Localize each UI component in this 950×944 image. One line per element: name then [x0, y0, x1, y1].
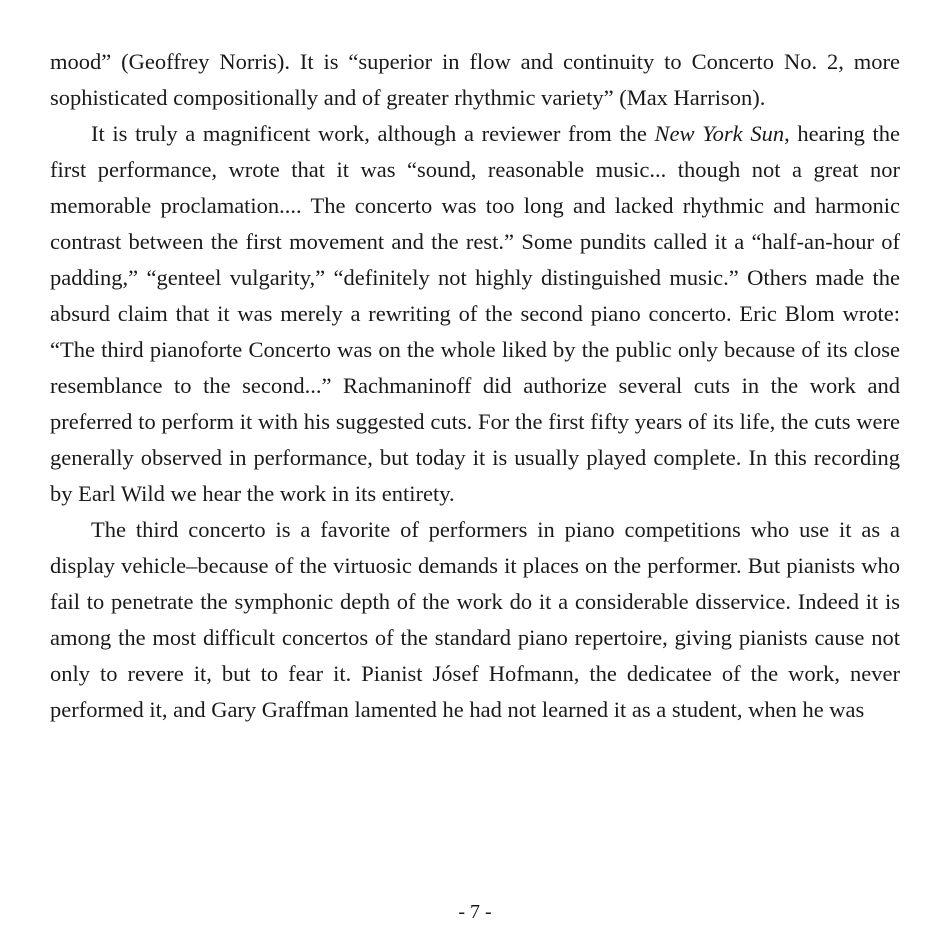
paragraph-text: The third concerto is a favorite of performers in piano competitions who use it as a display vehicle–because of the virtuosic demands it places on the performer. But pianists who fail to penetrate the symphonic depth of the work do it a considerable disservice. Indeed it is among the most difficult concertos of the standard piano repertoire, giving pianists cause not only to revere it, but to fear it. Pianist Jósef Hofmann, the dedicatee of the work, never performed it, and Gary Graffman lamented he had not learned it as a student, when he was: [50, 517, 900, 722]
paragraph-continuation: [50, 44, 900, 116]
page-number: - 7 -: [458, 901, 492, 923]
paragraph-text: , hearing the first performance, wrote that it was “sound, reasonable music... though not a great nor memorable proclamation.... The concerto was too long and lacked rhythmic and harmonic contrast between the first movement and the rest.” Some pundits called it a “half-an-hour of padding,” “genteel vulgarity,” “definitely not highly distinguished music.” Others made the absurd claim that it was merely a rewriting of the second piano concerto. Eric Blom wrote: “The third pianoforte Concerto was on the whole liked by the public only because of its close resemblance to the second...” Rachmaninoff did authorize several cuts in the work and preferred to perform it with his suggested cuts. For the first fifty years of its life, the cuts were generally observed in performance, but today it is usually played complete. In this recording by Earl Wild we hear the work in its entirety.: [50, 121, 900, 506]
publication-title: New York Sun: [654, 121, 785, 146]
paragraph-new-york-sun: [50, 116, 900, 512]
document-page: [50, 44, 900, 728]
paragraph-text: It is truly a magnificent work, although a reviewer from the: [91, 121, 655, 146]
paragraph-competitions: [50, 512, 900, 728]
paragraph-text: mood” (Geoffrey Norris). It is “superior in flow and continuity to Concerto No. 2, more sophisticated compositionally and of greater rhythmic variety” (Max Harrison).: [50, 49, 900, 110]
